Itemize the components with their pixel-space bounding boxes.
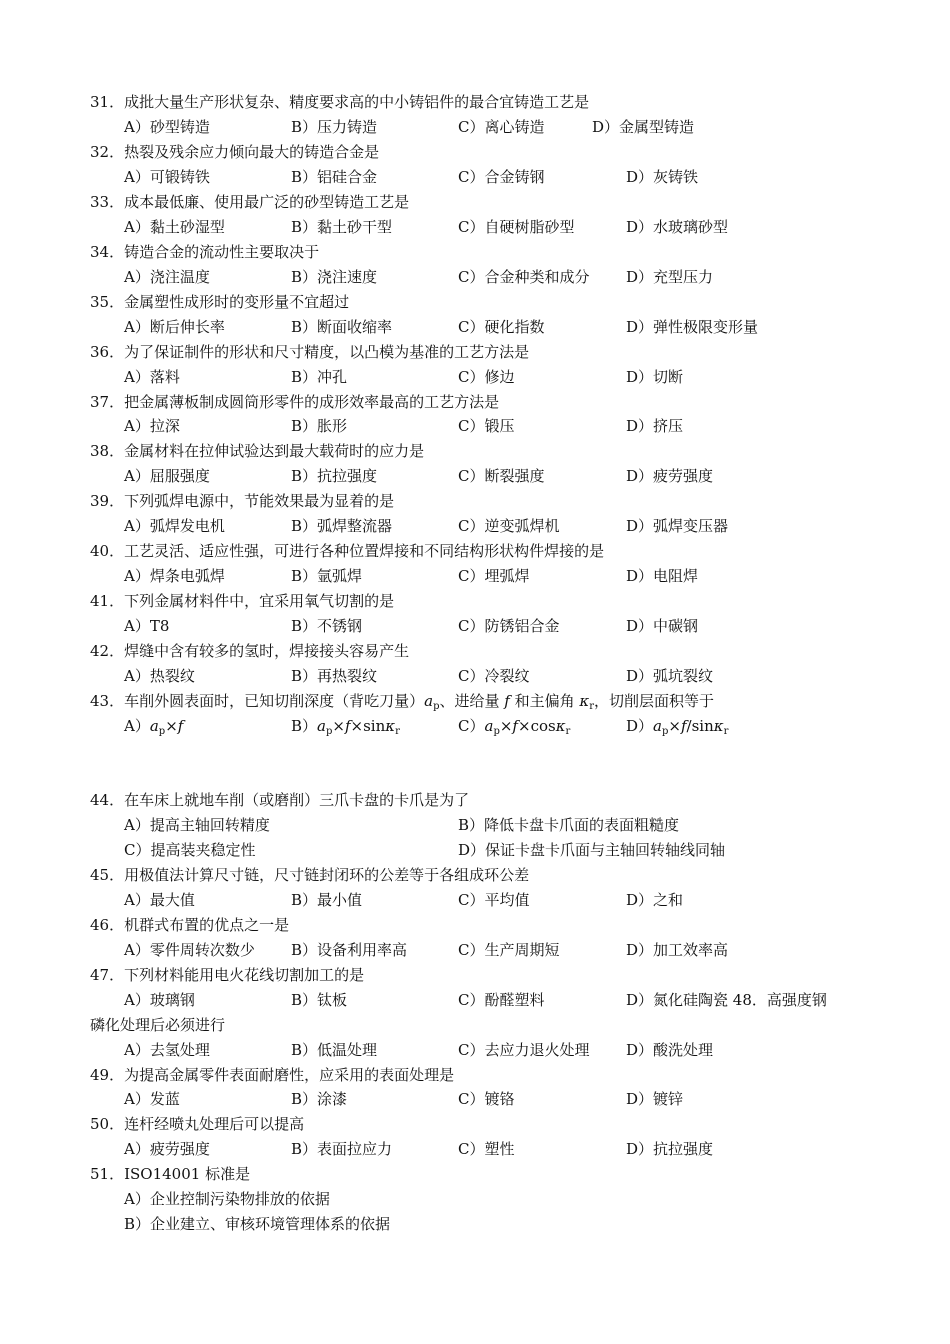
question-47-stem: 47．下列材料能用电火花线切割加工的是	[90, 966, 365, 984]
q50-option-a: A）疲劳强度	[124, 1140, 210, 1158]
q43-option-c: $C)a_p\times f\times\cos\kappa_r$	[458, 717, 571, 737]
q34-option-d: D）充型压力	[626, 268, 714, 286]
q50-option-b: B）表面拉应力	[291, 1140, 393, 1158]
q50-option-c: C）塑性	[458, 1140, 515, 1158]
q33-option-c: C）自硬树脂砂型	[458, 218, 575, 236]
q40-option-b: B）氩弧焊	[291, 567, 363, 585]
q45-option-a: A）最大值	[124, 891, 195, 909]
question-44-stem: 44．在车床上就地车削（或磨削）三爪卡盘的卡爪是为了	[90, 791, 470, 809]
q38-option-a: A）屈服强度	[124, 467, 210, 485]
q49-option-b: B）涂漆	[291, 1090, 348, 1108]
q37-option-c: C）锻压	[458, 417, 515, 435]
question-37-stem: 37．把金属薄板制成圆筒形零件的成形效率最高的工艺方法是	[90, 393, 500, 411]
q39-option-b: B）弧焊整流器	[291, 517, 393, 535]
q34-option-b: B）浇注速度	[291, 268, 378, 286]
q41-option-b: B）不锈钢	[291, 617, 363, 635]
q41-option-c: C）防锈铝合金	[458, 617, 560, 635]
q45-option-c: C）平均值	[458, 891, 530, 909]
q46-option-a: A）零件周转次数少	[124, 941, 255, 959]
question-40-stem: 40．工艺灵活、适应性强，可进行各种位置焊接和不同结构形状构件焊接的是	[90, 542, 605, 560]
q32-option-c: C）合金铸钢	[458, 168, 545, 186]
q34-option-c: C）合金种类和成分	[458, 268, 590, 286]
q34-option-a: A）浇注温度	[124, 268, 210, 286]
q36-option-a: A）落料	[124, 368, 180, 386]
question-49-stem: 49．为提高金属零件表面耐磨性，应采用的表面处理是	[90, 1066, 455, 1084]
q44-option-a: A）提高主轴回转精度	[124, 816, 270, 834]
question-32-stem: 32．热裂及残余应力倾向最大的铸造合金是	[90, 143, 380, 161]
q49-option-a: A）发蓝	[124, 1090, 180, 1108]
q33-option-a: A）黏土砂湿型	[124, 218, 225, 236]
q42-option-a: A）热裂纹	[124, 667, 195, 685]
q36-option-d: D）切断	[626, 368, 684, 386]
q42-option-d: D）弧坑裂纹	[626, 667, 714, 685]
q38-option-d: D）疲劳强度	[626, 467, 714, 485]
question-36-stem: 36．为了保证制件的形状和尺寸精度，以凸模为基准的工艺方法是	[90, 343, 530, 361]
q35-option-a: A）断后伸长率	[124, 318, 225, 336]
q44-option-c: C）提高装夹稳定性	[124, 841, 256, 859]
question-45-stem: 45．用极值法计算尺寸链，尺寸链封闭环的公差等于各组成环公差	[90, 866, 530, 884]
q41-option-a: A）T8	[124, 617, 170, 635]
question-38-stem: 38．金属材料在拉伸试验达到最大载荷时的应力是	[90, 442, 425, 460]
q42-option-b: B）再热裂纹	[291, 667, 378, 685]
question-42-stem: 42．焊缝中含有较多的氢时，焊接接头容易产生	[90, 642, 410, 660]
q36-option-c: C）修边	[458, 368, 515, 386]
q32-option-b: B）铝硅合金	[291, 168, 378, 186]
q44-option-d: D）保证卡盘卡爪面与主轴回转轴线同轴	[458, 841, 726, 859]
question-31-stem: 31．成批大量生产形状复杂、精度要求高的中小铸铝件的最合宜铸造工艺是	[90, 93, 590, 111]
q50-option-d: D）抗拉强度	[626, 1140, 714, 1158]
q39-option-c: C）逆变弧焊机	[458, 517, 560, 535]
q46-option-d: D）加工效率高	[626, 941, 729, 959]
q48-option-c: C）去应力退火处理	[458, 1041, 590, 1059]
q45-option-b: B）最小值	[291, 891, 363, 909]
q48-option-a: A）去氢处理	[124, 1041, 210, 1059]
q51-option-a: A）企业控制污染物排放的依据	[124, 1190, 330, 1208]
q31-option-c: C）离心铸造	[458, 118, 545, 136]
q49-option-d: D）镀锌	[626, 1090, 684, 1108]
q47-option-b: B）钛板	[291, 991, 348, 1009]
q37-option-b: B）胀形	[291, 417, 348, 435]
q49-option-c: C）镀铬	[458, 1090, 515, 1108]
q46-option-c: C）生产周期短	[458, 941, 560, 959]
q43-option-b: $B)a_p\times f\times\sin\kappa_r$	[291, 717, 400, 737]
question-41-stem: 41．下列金属材料件中，宜采用氧气切割的是	[90, 592, 395, 610]
q32-option-d: D）灰铸铁	[626, 168, 699, 186]
q40-option-d: D）电阻焊	[626, 567, 699, 585]
question-39-stem: 39．下列弧焊电源中，节能效果最为显着的是	[90, 492, 395, 510]
q47-option-c: C）酚醛塑料	[458, 991, 545, 1009]
question-48-stem-cont: 磷化处理后必须进行	[90, 1016, 226, 1034]
question-50-stem: 50．连杆经喷丸处理后可以提高	[90, 1115, 305, 1133]
q42-option-c: C）冷裂纹	[458, 667, 530, 685]
q46-option-b: B）设备利用率高	[291, 941, 408, 959]
q36-option-b: B）冲孔	[291, 368, 348, 386]
q38-option-b: B）抗拉强度	[291, 467, 378, 485]
q40-option-a: A）焊条电弧焊	[124, 567, 225, 585]
q48-option-b: B）低温处理	[291, 1041, 378, 1059]
q31-option-a: A）砂型铸造	[124, 118, 210, 136]
q31-option-b: B）压力铸造	[291, 118, 378, 136]
q31-option-d: D）金属型铸造	[592, 118, 695, 136]
q47-option-d-and-q48-stem: D）氮化硅陶瓷 48．高强度钢	[626, 991, 827, 1009]
q51-option-b: B）企业建立、审核环境管理体系的依据	[124, 1215, 391, 1233]
q43-option-d: $D)a_p\times f/\sin\kappa_r$	[626, 717, 729, 737]
q35-option-d: D）弹性极限变形量	[626, 318, 759, 336]
q35-option-c: C）硬化指数	[458, 318, 545, 336]
question-34-stem: 34．铸造合金的流动性主要取决于	[90, 243, 320, 261]
question-51-stem: 51．ISO14001 标准是	[90, 1165, 251, 1183]
q45-option-d: D）之和	[626, 891, 684, 909]
q37-option-d: D）挤压	[626, 417, 684, 435]
question-43-stem: 43．车削外圆表面时，已知切削深度（背吃刀量）$a_p$、进给量 f 和主偏角 $\kappa_r$，切削层面积等于	[90, 692, 715, 712]
q38-option-c: C）断裂强度	[458, 467, 545, 485]
q44-option-b: B）降低卡盘卡爪面的表面粗糙度	[458, 816, 680, 834]
q37-option-a: A）拉深	[124, 417, 180, 435]
question-35-stem: 35．金属塑性成形时的变形量不宜超过	[90, 293, 350, 311]
q33-option-b: B）黏土砂干型	[291, 218, 393, 236]
q39-option-a: A）弧焊发电机	[124, 517, 225, 535]
q40-option-c: C）埋弧焊	[458, 567, 530, 585]
q48-option-d: D）酸洗处理	[626, 1041, 714, 1059]
question-46-stem: 46．机群式布置的优点之一是	[90, 916, 290, 934]
q33-option-d: D）水玻璃砂型	[626, 218, 729, 236]
q41-option-d: D）中碳钢	[626, 617, 699, 635]
q35-option-b: B）断面收缩率	[291, 318, 393, 336]
question-33-stem: 33．成本最低廉、使用最广泛的砂型铸造工艺是	[90, 193, 410, 211]
q47-option-a: A）玻璃钢	[124, 991, 195, 1009]
q43-option-a: $A)a_p\times f$	[124, 717, 184, 737]
q39-option-d: D）弧焊变压器	[626, 517, 729, 535]
q32-option-a: A）可锻铸铁	[124, 168, 210, 186]
